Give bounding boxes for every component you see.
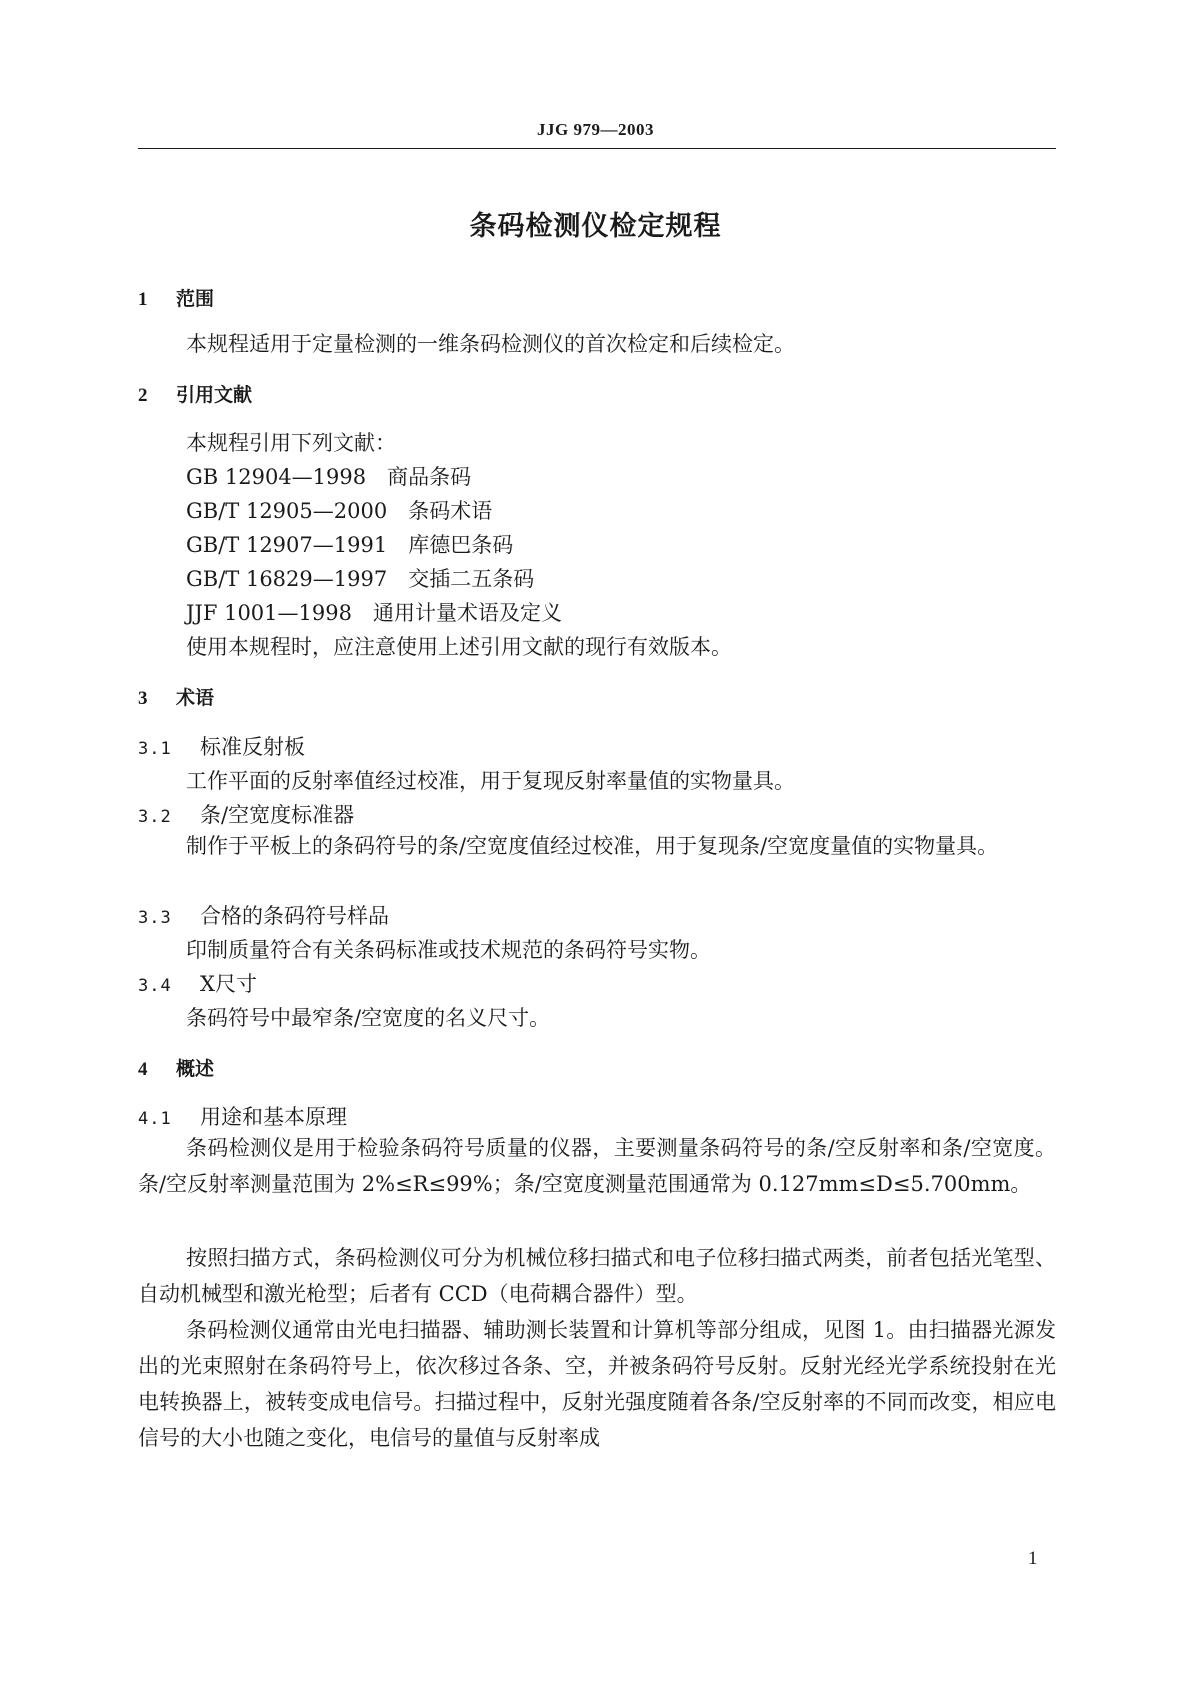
term-title: 合格的条码符号样品: [200, 904, 389, 928]
running-header: JJG 979—2003: [537, 120, 654, 139]
term-3-2-heading: [138, 799, 354, 829]
section-title: 引用文献: [176, 384, 253, 406]
term-3-1-definition: 工作平面的反射率值经过校准，用于复现反射率量值的实物量具。: [186, 769, 795, 793]
reference-item: GB/T 16829—1997 交插二五条码: [186, 567, 535, 591]
section-3-heading: [138, 683, 214, 710]
section-number: 1: [138, 289, 148, 310]
term-title: 条/空宽度标准器: [200, 803, 355, 827]
reference-item: JJF 1001—1998 通用计量术语及定义: [186, 601, 562, 625]
document-title: 条码检测仪检定规程: [469, 211, 722, 242]
term-3-2-definition: 制作于平板上的条码符号的条/空宽度值经过校准，用于复现条/空宽度量值的实物量具。: [186, 834, 999, 858]
overview-paragraph-1: 条码检测仪是用于检验条码符号质量的仪器，主要测量条码符号的条/空反射率和条/空宽度。条/空反射率测量范围为 2%≤R≤99%；条/空宽度测量范围通常为 0.127mm≤D≤5.700mm。: [138, 1136, 1056, 1196]
section-title: 概述: [176, 1058, 215, 1080]
term-title: 标准反射板: [200, 735, 305, 759]
page-number: 1: [1028, 1548, 1038, 1569]
section-number: 3: [138, 688, 148, 709]
term-number: 3.4: [138, 976, 172, 996]
term-number: 3.2: [138, 807, 172, 827]
section-1-heading: [138, 284, 214, 311]
subsection-number: 4.1: [138, 1109, 172, 1129]
references-note: 使用本规程时，应注意使用上述引用文献的现行有效版本。: [186, 635, 732, 659]
section-number: 4: [138, 1059, 148, 1080]
section-title: 术语: [176, 687, 215, 709]
section-title: 范围: [176, 288, 215, 310]
term-3-1-heading: [138, 731, 305, 761]
subsection-title: 用途和基本原理: [200, 1105, 347, 1129]
subsection-4-1-heading: [138, 1101, 347, 1131]
section-number: 2: [138, 385, 148, 406]
term-3-3-heading: [138, 900, 389, 930]
section-1-body: 本规程适用于定量检测的一维条码检测仪的首次检定和后续检定。: [186, 332, 795, 356]
references-intro: 本规程引用下列文献：: [186, 431, 396, 455]
term-number: 3.1: [138, 739, 172, 759]
reference-item: GB/T 12907—1991 库德巴条码: [186, 533, 514, 557]
overview-paragraph-3: 条码检测仪通常由光电扫描器、辅助测长装置和计算机等部分组成，见图 1。由扫描器光源发出的光束照射在条码符号上，依次移过各条、空，并被条码符号反射。反射光经光学系统投射在光电转换器上，被转变成电信号。扫描过程中，反射光强度随着各条/空反射率的不同而改变，相应电信号的大小也随之变化，电信号的量值与反射率成: [138, 1318, 1056, 1450]
reference-item: GB 12904—1998 商品条码: [186, 465, 472, 489]
term-3-3-definition: 印制质量符合有关条码标准或技术规范的条码符号实物。: [186, 938, 711, 962]
term-number: 3.3: [138, 908, 172, 928]
overview-paragraph-2: 按照扫描方式，条码检测仪可分为机械位移扫描式和电子位移扫描式两类，前者包括光笔型、自动机械型和激光枪型；后者有 CCD（电荷耦合器件）型。: [138, 1246, 1056, 1306]
term-3-4-definition: 条码符号中最窄条/空宽度的名义尺寸。: [186, 1006, 551, 1030]
section-2-heading: [138, 380, 252, 407]
section-4-heading: [138, 1054, 214, 1081]
term-title: X尺寸: [200, 972, 257, 996]
term-3-4-heading: [138, 968, 257, 998]
header-rule: [138, 148, 1056, 149]
reference-item: GB/T 12905—2000 条码术语: [186, 499, 493, 523]
